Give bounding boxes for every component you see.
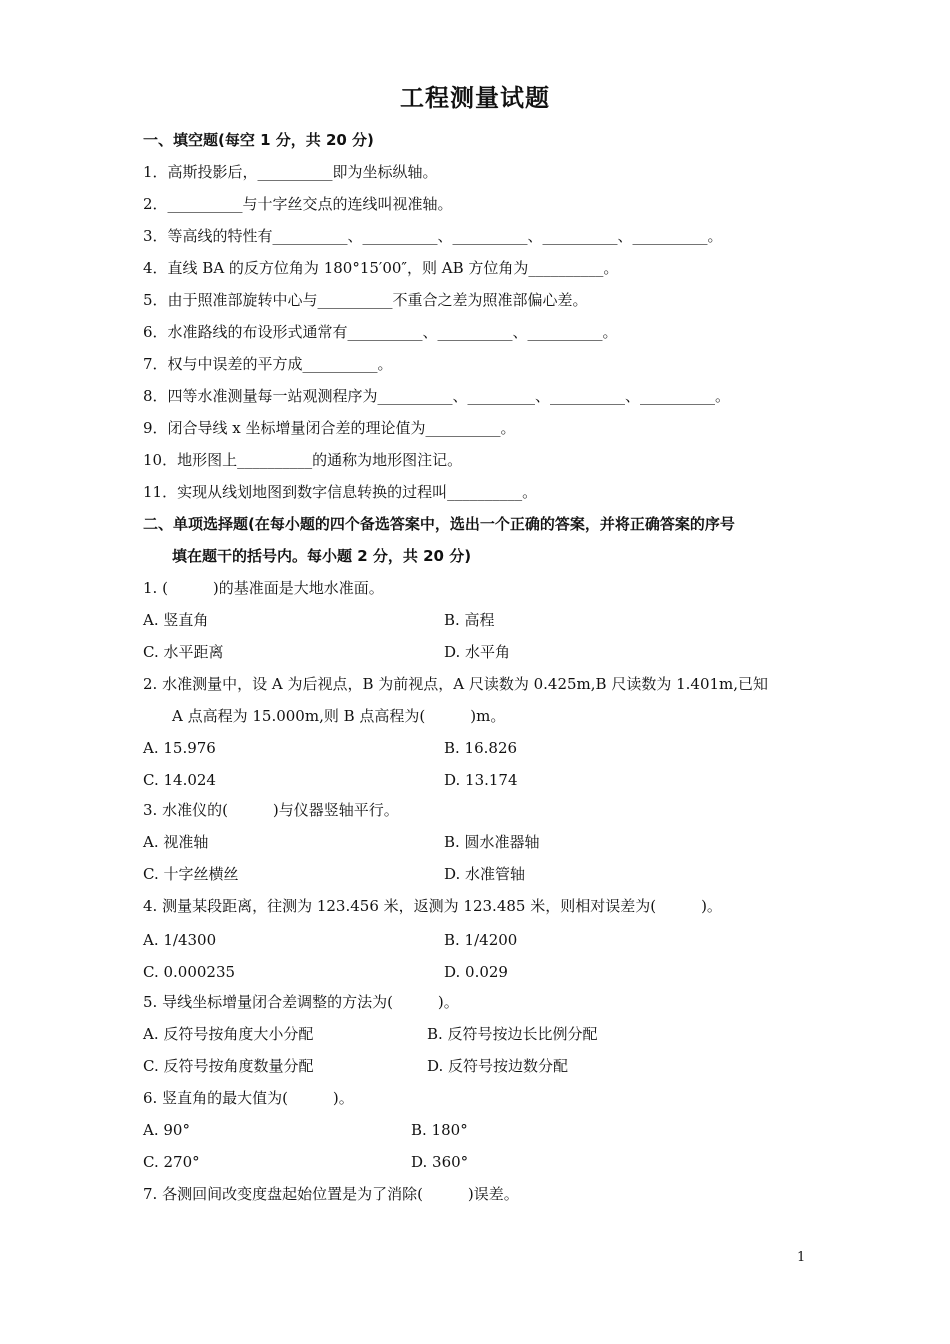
question-1-stem: 1. ( )的基准面是大地水准面。: [143, 579, 384, 597]
question-1-option-a: A. 竖直角: [143, 611, 209, 629]
question-3-option-a: A. 视准轴: [143, 833, 209, 851]
section1-heading: 一、填空题(每空 1 分，共 20 分): [143, 131, 374, 149]
fill-item-11: 11．实现从线划地图到数字信息转换的过程叫__________。: [143, 483, 538, 501]
question-2-option-b: B. 16.826: [444, 739, 518, 757]
question-5-stem: 5. 导线坐标增量闭合差调整的方法为( )。: [143, 993, 459, 1011]
fill-item-9: 9．闭合导线 x 坐标增量闭合差的理论值为__________。: [143, 419, 516, 437]
question-3-option-c: C. 十字丝横丝: [143, 865, 239, 883]
page-number: 1: [797, 1250, 806, 1265]
question-1-option-c: C. 水平距离: [143, 643, 224, 661]
fill-item-2: 2．__________与十字丝交点的连线叫视准轴。: [143, 195, 453, 213]
question-6-option-c: C. 270°: [143, 1153, 200, 1171]
question-5-option-c: C. 反符号按角度数量分配: [143, 1057, 314, 1075]
fill-item-4: 4．直线 BA 的反方位角为 180°15′00″，则 AB 方位角为__________。: [143, 259, 619, 277]
question-1-option-b: B. 高程: [444, 611, 495, 629]
question-6-option-a: A. 90°: [143, 1121, 190, 1139]
question-6-option-b: B. 180°: [411, 1121, 468, 1139]
page-title: 工程测量试题: [400, 84, 550, 112]
section2-heading-line2: 填在题干的括号内。每小题 2 分，共 20 分): [172, 547, 472, 565]
question-2-option-c: C. 14.024: [143, 771, 216, 789]
question-4-stem: 4. 测量某段距离，往测为 123.456 米，返测为 123.485 米，则相对误差为( )。: [143, 897, 722, 915]
question-5-option-a: A. 反符号按角度大小分配: [143, 1025, 314, 1043]
fill-item-1: 1．高斯投影后，__________即为坐标纵轴。: [143, 163, 438, 181]
question-7-stem: 7. 各测回间改变度盘起始位置是为了消除( )误差。: [143, 1185, 519, 1203]
fill-item-10: 10．地形图上__________的通称为地形图注记。: [143, 451, 463, 469]
fill-item-5: 5．由于照准部旋转中心与__________不重合之差为照准部偏心差。: [143, 291, 588, 309]
question-2-option-a: A. 15.976: [143, 739, 216, 757]
section2-heading-line1: 二、单项选择题(在每小题的四个备选答案中，选出一个正确的答案，并将正确答案的序号: [143, 515, 735, 533]
fill-item-6: 6．水准路线的布设形式通常有__________、__________、__________。: [143, 323, 618, 341]
fill-item-3: 3．等高线的特性有__________、__________、__________、__________、__________。: [143, 227, 723, 245]
question-5-option-b: B. 反符号按边长比例分配: [427, 1025, 598, 1043]
question-4-option-a: A. 1/4300: [143, 931, 217, 949]
fill-item-7: 7．权与中误差的平方成__________。: [143, 355, 393, 373]
question-6-stem: 6. 竖直角的最大值为( )。: [143, 1089, 354, 1107]
question-3-option-b: B. 圆水准器轴: [444, 833, 540, 851]
question-4-option-d: D. 0.029: [444, 963, 508, 981]
question-2-stem-line1: 2. 水准测量中，设 A 为后视点，B 为前视点，A 尺读数为 0.425m,B 尺读数为 1.401m,已知: [143, 675, 769, 693]
question-2-stem-line2: A 点高程为 15.000m,则 B 点高程为( )m。: [172, 707, 506, 725]
question-3-option-d: D. 水准管轴: [444, 865, 526, 883]
question-2-option-d: D. 13.174: [444, 771, 518, 789]
question-4-option-c: C. 0.000235: [143, 963, 236, 981]
fill-item-8: 8．四等水准测量每一站观测程序为__________、_________、__________、__________。: [143, 387, 731, 405]
question-4-option-b: B. 1/4200: [444, 931, 518, 949]
question-1-option-d: D. 水平角: [444, 643, 511, 661]
question-6-option-d: D. 360°: [411, 1153, 469, 1171]
question-5-option-d: D. 反符号按边数分配: [427, 1057, 569, 1075]
question-3-stem: 3. 水准仪的( )与仪器竖轴平行。: [143, 801, 399, 819]
